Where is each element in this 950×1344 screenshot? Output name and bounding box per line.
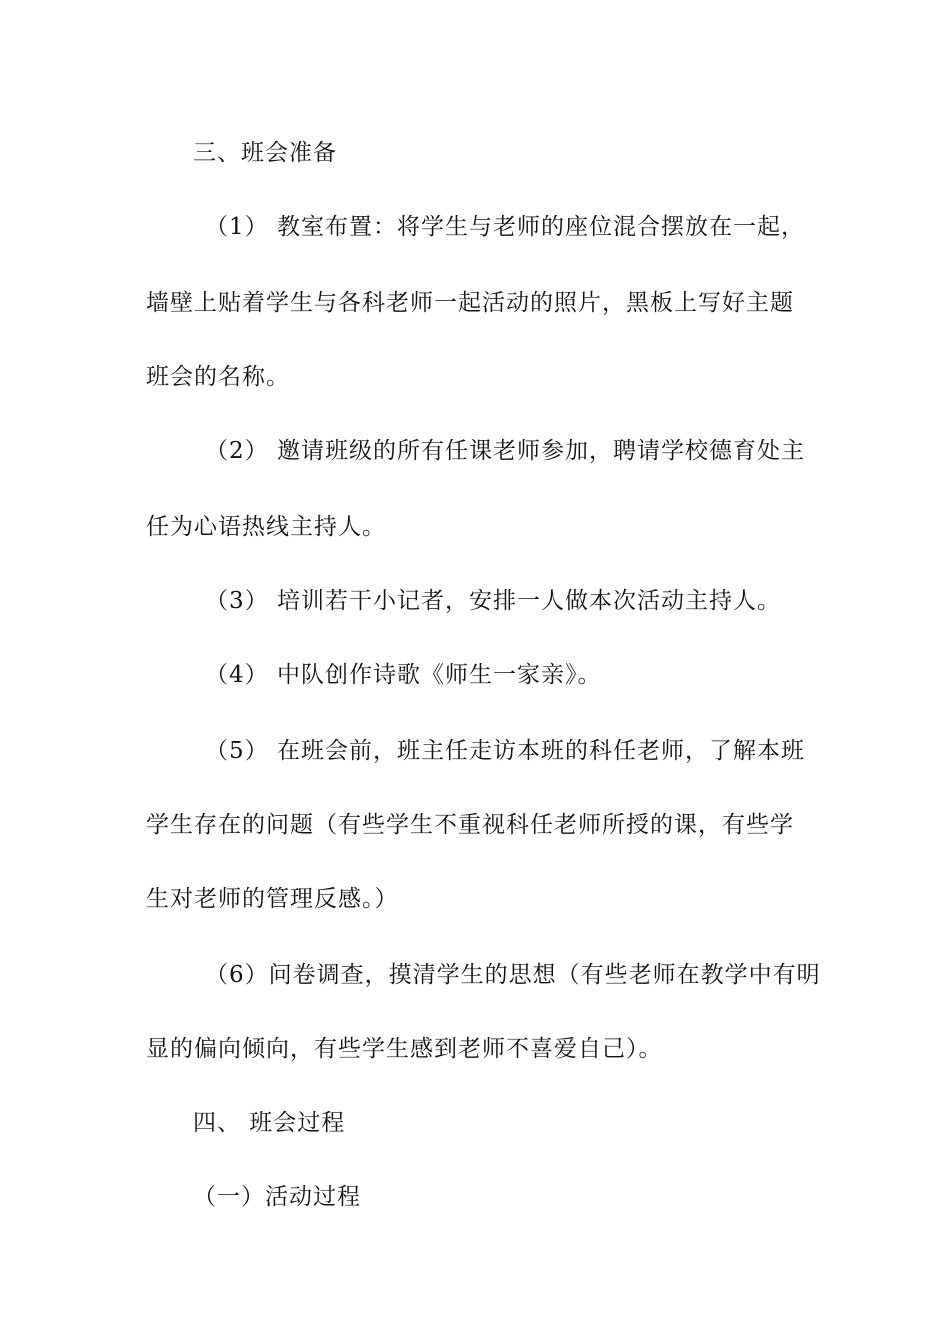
paragraph-line: 任为心语热线主持人。 <box>146 514 386 540</box>
paragraph-line: 墙壁上贴着学生与各科老师一起活动的照片，黑板上写好主题 <box>146 290 794 316</box>
paragraph-line: 显的偏向倾向，有些学生感到老师不喜爱自己）。 <box>146 1036 663 1062</box>
paragraph-line: （1） 教室布置：将学生与老师的座位混合摆放在一起， <box>205 214 805 240</box>
paragraph-line: 班会的名称。 <box>146 364 290 390</box>
paragraph-line: （3） 培训若干小记者，安排一人做本次活动主持人。 <box>205 588 781 614</box>
subsection-heading: （一）活动过程 <box>193 1184 361 1210</box>
paragraph-line: （5） 在班会前，班主任走访本班的科任老师，了解本班 <box>205 738 805 764</box>
paragraph-line: （4） 中队创作诗歌《师生一家亲》。 <box>205 662 602 688</box>
section-heading-preparation: 三、班会准备 <box>193 140 337 166</box>
section-heading-process: 四、 班会过程 <box>193 1110 346 1136</box>
paragraph-line: 生对老师的管理反感。） <box>146 886 399 912</box>
paragraph-line: （6）问卷调查，摸清学生的思想（有些老师在教学中有明 <box>205 962 821 988</box>
paragraph-line: （2） 邀请班级的所有任课老师参加，聘请学校德育处主 <box>205 438 805 464</box>
paragraph-line: 学生存在的问题（有些学生不重视科任老师所授的课，有些学 <box>146 812 794 838</box>
